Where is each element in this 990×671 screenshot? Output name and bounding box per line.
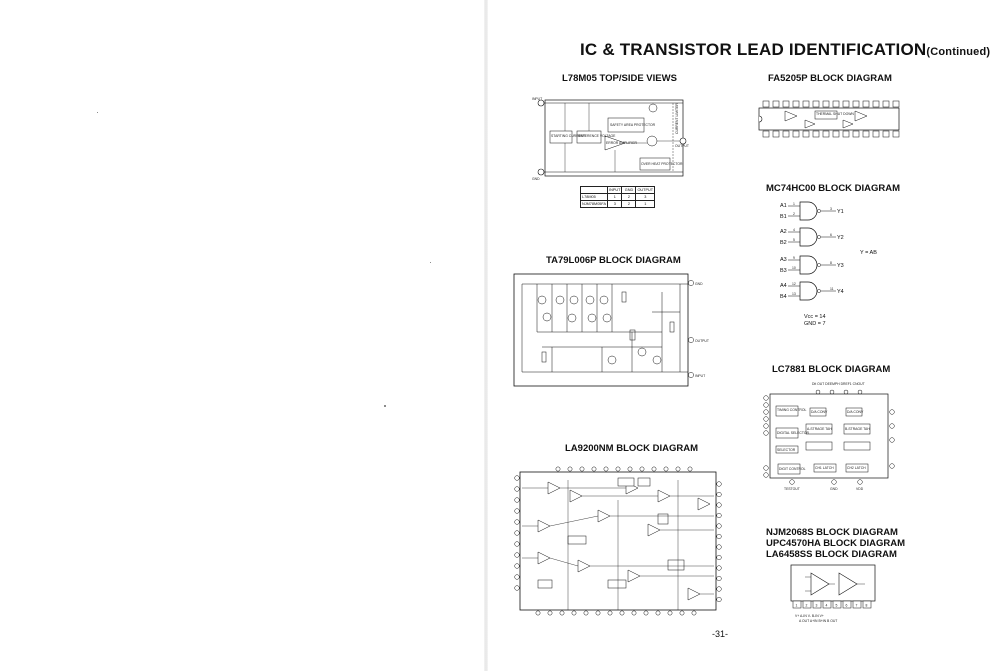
la9200nm-pin <box>717 492 722 497</box>
fa5205p-pin <box>763 131 769 137</box>
svg-text:6: 6 <box>830 233 832 237</box>
fa5205p-pin <box>773 101 779 107</box>
fa5205p-pin <box>833 101 839 107</box>
svg-text:A4: A4 <box>780 283 787 289</box>
fa5205p-pin <box>883 131 889 137</box>
la9200nm-right-pins <box>717 482 722 602</box>
la9200nm-top-pins <box>556 467 692 471</box>
la9200nm-pin <box>592 467 596 471</box>
fa5205p-pin <box>793 131 799 137</box>
la9200nm-pin <box>620 611 624 615</box>
page-gutter <box>484 0 488 671</box>
lc7881-diagram <box>752 380 912 500</box>
svg-text:A2: A2 <box>780 229 787 235</box>
ta79-input-label: INPUT <box>695 374 706 378</box>
svg-text:4: 4 <box>793 228 795 232</box>
page-title: IC & TRANSISTOR LEAD IDENTIFICATION(Continued) <box>580 40 990 59</box>
l78m05-startup-label: STARTING CURRENT <box>551 134 586 138</box>
mc74hc00-gnd: GND = 7 <box>804 321 826 327</box>
page-number: -31- <box>712 629 729 639</box>
la9200nm-pin <box>656 611 660 615</box>
svg-text:9: 9 <box>793 256 795 260</box>
la9200nm-pin <box>536 611 540 615</box>
opamp-pin-number: 6 <box>845 603 848 608</box>
svg-text:8: 8 <box>830 261 832 265</box>
opamp-pins-row1: V+ A-IN V- B-IN V+ <box>795 614 824 618</box>
la9200nm-bottom-pins <box>536 611 696 615</box>
fa5205p-pin <box>803 101 809 107</box>
la9200nm-pin <box>717 587 722 592</box>
la9200nm-left-pins <box>515 476 520 591</box>
fa5205p-pin <box>783 101 789 107</box>
scan-speck <box>97 112 98 113</box>
l78m05-overheat-label: OVER HEAT PROTECTOR <box>641 162 683 166</box>
scan-speck <box>384 405 386 407</box>
scan-speck <box>430 262 431 263</box>
opamp-pin-number: 8 <box>865 603 868 608</box>
fa5205p-pin <box>893 131 899 137</box>
fa5205p-thermal-label: THERMAL SHUT DOWN <box>816 112 854 116</box>
fa5205p-pin <box>863 101 869 107</box>
svg-text:A3: A3 <box>780 257 787 263</box>
la9200nm-pin <box>515 553 520 558</box>
lc7881-ch2-label: CH2 LATCH <box>847 466 866 470</box>
l78m05-title: L78M05 TOP/SIDE VIEWS <box>562 73 677 84</box>
la9200nm-title: LA9200NM BLOCK DIAGRAM <box>565 443 699 454</box>
lc7881-vdd-label: VDD <box>856 487 864 491</box>
la9200nm-pin <box>692 611 696 615</box>
fa5205p-pin <box>763 101 769 107</box>
opamp-pin-number: 2 <box>805 603 808 608</box>
svg-text:B4: B4 <box>780 294 787 300</box>
la9200nm-pin <box>515 498 520 503</box>
ta79l006p-diagram <box>512 272 712 390</box>
la9200nm-pin <box>560 611 564 615</box>
svg-text:Y2: Y2 <box>837 235 844 241</box>
la9200nm-pin <box>717 555 722 560</box>
l78m05-pin-table: INPUT GND OUTPUT L78M05 1 2 3 NJM78M05FA 3 2 1 <box>582 188 654 206</box>
ta79-output-label: OUTPUT <box>695 339 709 343</box>
nand-gate-4 <box>780 282 844 300</box>
la9200nm-pin <box>717 503 722 508</box>
la9200nm-pin <box>717 576 722 581</box>
la9200nm-pin <box>717 597 722 602</box>
opamp-pin-number: 7 <box>855 603 858 608</box>
la9200nm-pin <box>515 586 520 591</box>
fa5205p-pin <box>823 101 829 107</box>
svg-text:B1: B1 <box>780 214 787 220</box>
la9200nm-pin <box>515 542 520 547</box>
opamp-pin-number: 1 <box>795 603 798 608</box>
la9200nm-pin <box>515 476 520 481</box>
fa5205p-pin <box>853 131 859 137</box>
nand-gate-3 <box>780 256 844 274</box>
svg-text:11: 11 <box>830 287 834 291</box>
fa5205p-bottom-pins <box>763 131 899 137</box>
la9200nm-pin <box>688 467 692 471</box>
la9200nm-pin <box>652 467 656 471</box>
la9200nm-pin <box>717 524 722 529</box>
la9200nm-pin <box>664 467 668 471</box>
svg-text:1: 1 <box>793 202 795 206</box>
la9200nm-pin <box>515 575 520 580</box>
la9200nm-pin <box>515 564 520 569</box>
lc7881-dac-label-2: D/A CONV <box>847 410 864 414</box>
lc7881-astrage-label: A-STRAGE TAH <box>807 427 832 431</box>
fa5205p-pin <box>873 131 879 137</box>
opamp-pin-number: 4 <box>825 603 828 608</box>
svg-text:3: 3 <box>830 207 832 211</box>
la6458ss-title: LA6458SS BLOCK DIAGRAM <box>766 549 897 560</box>
l78m05-reference-label: REFERENCE VOLTAGE <box>578 134 616 138</box>
lc7881-title: LC7881 BLOCK DIAGRAM <box>772 364 891 375</box>
la9200nm-pin <box>668 611 672 615</box>
lc7881-digsel-label: DIGITAL SELECTOR <box>777 431 809 435</box>
fa5205p-pin <box>773 131 779 137</box>
svg-text:10: 10 <box>792 266 796 270</box>
la9200nm-pin <box>608 611 612 615</box>
la9200nm-pin <box>584 611 588 615</box>
la9200nm-diagram <box>508 460 730 622</box>
la9200nm-pin <box>717 482 722 487</box>
njm2068s-title: NJM2068S BLOCK DIAGRAM <box>766 527 898 538</box>
lc7881-bstrage-label: B-STRAGE TAH <box>845 427 870 431</box>
lc7881-dac-label-1: D/A CONV <box>811 410 828 414</box>
upc4570ha-title: UPC4570HA BLOCK DIAGRAM <box>766 538 905 549</box>
nand-gate-1 <box>780 202 844 220</box>
l78m05-safety-label: SAFETY AREA PROTECTOR <box>610 123 656 127</box>
mc74hc00-vcc: Vcc = 14 <box>804 314 826 320</box>
la9200nm-pin <box>572 611 576 615</box>
l78m05-erroramp-label: ERROR AMPLIFIER <box>606 141 637 145</box>
fa5205p-pin <box>893 101 899 107</box>
svg-text:B3: B3 <box>780 268 787 274</box>
fa5205p-pin <box>853 101 859 107</box>
ta79-gnd-label: GND <box>695 282 703 286</box>
fa5205p-pin <box>813 101 819 107</box>
la9200nm-pin <box>640 467 644 471</box>
la9200nm-pin <box>515 487 520 492</box>
svg-text:2: 2 <box>793 212 795 216</box>
fa5205p-pin <box>793 101 799 107</box>
lc7881-timing-label: TIMING CONTROL <box>777 408 807 412</box>
svg-text:13: 13 <box>792 292 796 296</box>
lc7881-digctl-label: DIGIT CONTROL <box>779 467 806 471</box>
la9200nm-pin <box>556 467 560 471</box>
la9200nm-pin <box>604 467 608 471</box>
fa5205p-pin <box>873 101 879 107</box>
mc74hc00-title: MC74HC00 BLOCK DIAGRAM <box>766 183 901 194</box>
la9200nm-pin <box>717 513 722 518</box>
lc7881-top-label: Dit OUT DEEMPH DREF1 CNOUT <box>812 382 865 386</box>
la9200nm-pin <box>568 467 572 471</box>
fa5205p-top-pins <box>763 101 899 107</box>
ta79l006p-title: TA79L006P BLOCK DIAGRAM <box>546 255 681 266</box>
la9200nm-pin <box>616 467 620 471</box>
svg-text:Y3: Y3 <box>837 263 844 269</box>
svg-text:A1: A1 <box>780 203 787 209</box>
fa5205p-pin <box>833 131 839 137</box>
fa5205p-pin <box>803 131 809 137</box>
la9200nm-pin <box>644 611 648 615</box>
svg-text:12: 12 <box>792 282 796 286</box>
l78m05-gnd-label: GND <box>532 177 540 181</box>
fa5205p-pin <box>843 131 849 137</box>
opamp-diagram <box>785 563 885 625</box>
la9200nm-pin <box>596 611 600 615</box>
lc7881-testout-label: TESTOUT <box>784 487 800 491</box>
la9200nm-pin <box>515 531 520 536</box>
la9200nm-pin <box>717 534 722 539</box>
la9200nm-pin <box>717 566 722 571</box>
svg-text:5: 5 <box>793 238 795 242</box>
fa5205p-pin <box>823 131 829 137</box>
fa5205p-pin <box>863 131 869 137</box>
svg-text:B2: B2 <box>780 240 787 246</box>
fa5205p-title: FA5205P BLOCK DIAGRAM <box>768 73 892 84</box>
lc7881-selector-label: SELECTOR <box>777 448 796 452</box>
la9200nm-pin <box>628 467 632 471</box>
fa5205p-pin <box>813 131 819 137</box>
lc7881-gnd-label: GND <box>830 487 838 491</box>
l78m05-input-label: INPUT <box>532 97 543 101</box>
nand-gate-2 <box>780 228 844 246</box>
la9200nm-pin <box>580 467 584 471</box>
opamp-pin-row <box>793 601 871 608</box>
la9200nm-pin <box>717 545 722 550</box>
lc7881-ch1-label: CH1 LATCH <box>815 466 834 470</box>
la9200nm-pin <box>676 467 680 471</box>
l78m05-limiter-label: CURRENT LIMITER <box>675 103 679 134</box>
fa5205p-pin <box>883 101 889 107</box>
la9200nm-pin <box>632 611 636 615</box>
svg-text:Y1: Y1 <box>837 209 844 215</box>
opamp-pin-number: 5 <box>835 603 838 608</box>
opamp-pin-number: 3 <box>815 603 818 608</box>
l78m05-output-label: OUTPUT <box>675 144 689 148</box>
fa5205p-pin <box>783 131 789 137</box>
la9200nm-pin <box>548 611 552 615</box>
mc74hc00-diagram <box>780 198 890 328</box>
mc74hc00-equation: Y = AB <box>860 250 877 256</box>
opamp-pins-row2: A OUT A+IN B+IN B OUT <box>799 619 838 623</box>
fa5205p-diagram <box>755 90 905 148</box>
la9200nm-pin <box>680 611 684 615</box>
la9200nm-pin <box>515 509 520 514</box>
fa5205p-pin <box>843 101 849 107</box>
svg-text:Y4: Y4 <box>837 289 844 295</box>
la9200nm-pin <box>515 520 520 525</box>
